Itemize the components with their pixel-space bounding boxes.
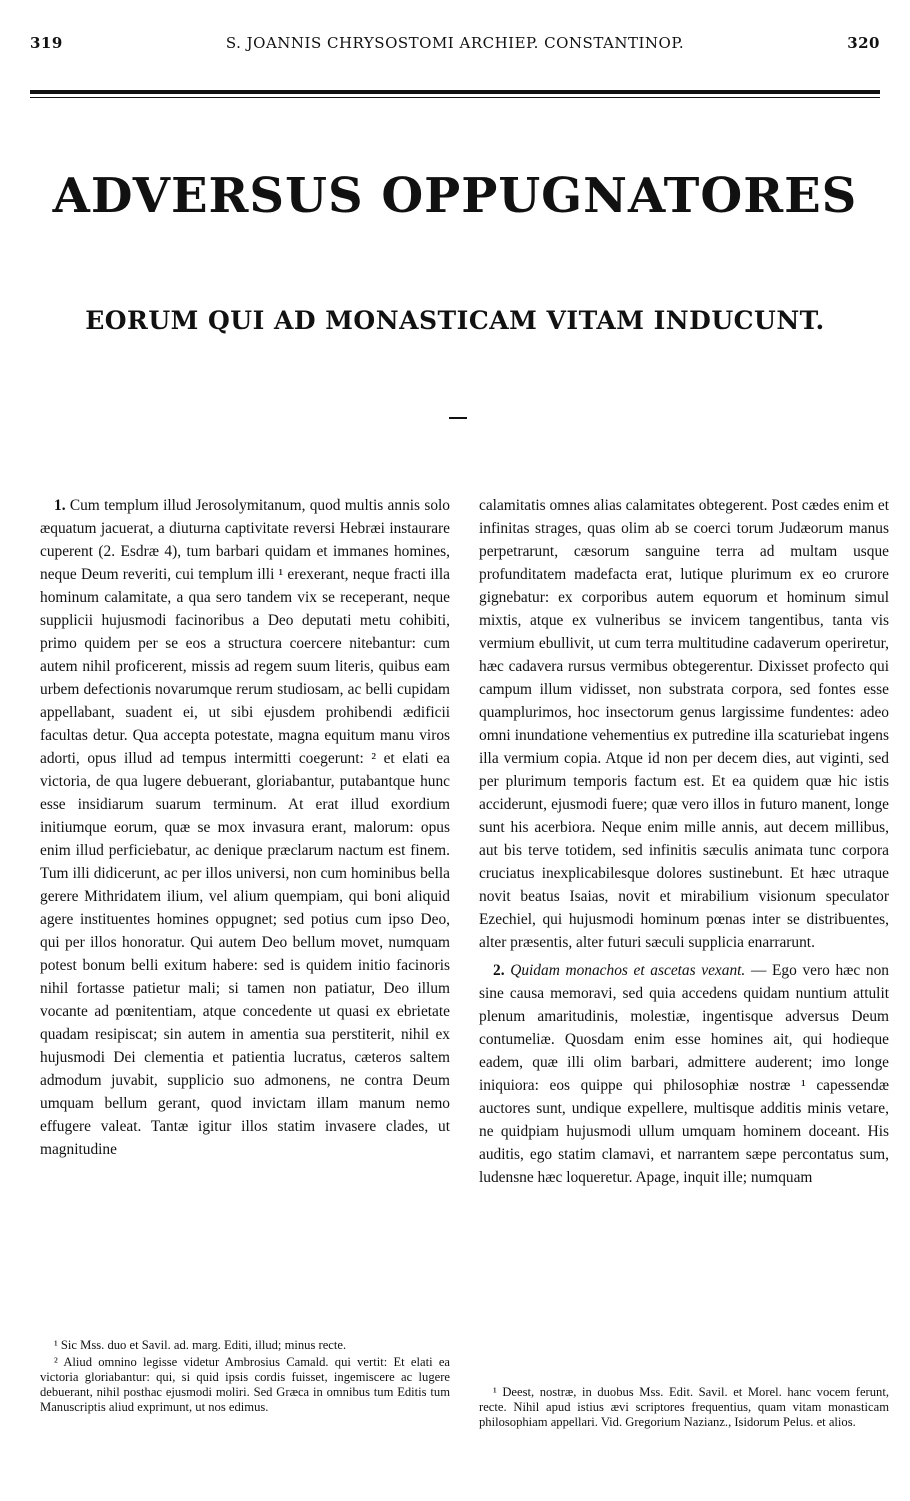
em-dash: —	[750, 962, 767, 979]
paragraph-2	[479, 959, 889, 1189]
running-header	[30, 34, 880, 58]
header-rule-thick	[30, 90, 880, 94]
paragraph-number: 1.	[54, 497, 66, 514]
page-number-right: 320	[847, 34, 880, 52]
running-title: S. JOANNIS CHRYSOSTOMI ARCHIEP. CONSTANTINOP.	[225, 34, 685, 52]
paragraph-1	[40, 494, 450, 1161]
footnote: ¹ Sic Mss. duo et Savil. ad. marg. Editi, illud; minus recte.	[54, 1338, 347, 1352]
ornamental-dash	[449, 417, 467, 419]
footnotes-left	[40, 1338, 450, 1417]
paragraph-text-part: calamitatis omnes alias calamitates obtegerent. Post cædes enim et infinitas strages, quas olim ab se coerci torum Judæorum manus perpetrarunt, cæsorum sanguine terra ad multam usque profunditatem madefacta erat, lutique plurimum ex eo crurore gignebatur: ex corporibus autem equorum et hominum simul mixtis, atque ex vulneribus se invicem tangentibus, tanta vis vermium ebullivit, ut cum terra multitudine cadaverum operiretur, hæc cadavera rursus vermibus obtegerentur. Dixisset profecto qui campum illum vidisset, non substrata corpora, sed fontes esse quamplurimos, hoc insectorum genus largissime fundentes: adeo omni inundatione vehementius ex putredine illa scaturiebat ingens illa vermium copia. Atque id non per decem dies, aut viginti, sed per plurimum temporis factum est. Et ea quidem quæ hic istis acciderunt, ejusmodi fuere; quæ vero illos in futuro manent, longe sunt his acerbiora. Neque enim mille annis, aut decem millibus, aut bis terve totidem, sed infinitis sæculis animata tunc corpora cruciatus inexplicabilesque dolores sustinebunt. Et hæc utraque novit beatus Isaias, novit et mirabilium visionum speculator Ezechiel, qui hujusmodi hominum pœnas inter se distribuentes, alter præsentis, alter futuri sæculi supplicia enarrarunt.	[479, 497, 889, 951]
work-subtitle: EORUM QUI AD MONASTICAM VITAM INDUCUNT.	[85, 306, 825, 335]
paragraph-text: Ego vero hæc non sine causa memoravi, sed quia accedens quidam nuntium attulit plenum amaritudinis, molestiæ, ingentisque adversus Deum contumeliæ. Quosdam enim esse homines ait, qui hodieque eadem, quæ illi olim barbari, admittere auderent; imo longe iniquiora: eos quippe qui philosophiæ nostræ ¹ capessendæ auctores sunt, undique expellere, multisque additis minis vetare, ne quidpiam hujusmodi ullum umquam hominem doceant. His auditis, ego statim clamavi, et narrantem sæpe percontatus sum, ludensne hæc loqueretur. Apage, inquit ille; numquam	[479, 962, 890, 1186]
footnote: ¹ Deest, nostræ, in duobus Mss. Edit. Savil. et Morel. hanc vocem ferunt, recte. Nihil apud istius ævi scriptores frequentius, quam vitam monasticam philosophiam appellari. Vid. Gregorium Nazianz., Isidorum Pelus. et alios.	[479, 1385, 889, 1429]
footnote: ² Aliud omnino legisse videtur Ambrosius Camald. qui vertit: Et elati ea victoria gloriabantur: qui, si quid ipsis cordis fuisset, ingemiscere ac lugere debuerant, nihil posthac ejusmodi moliri. Sed Græca in omnibus tum Editis tum Manuscriptis aliud exprimunt, ut nos edimus.	[40, 1355, 450, 1414]
section-heading: Quidam monachos et ascetas vexant.	[510, 962, 746, 979]
page-number-left: 319	[30, 34, 63, 52]
header-rule-thin	[30, 97, 880, 98]
text-column-left	[40, 494, 450, 1166]
paragraph-number: 2.	[493, 962, 505, 979]
text-column-right	[479, 494, 889, 1194]
paragraph-1-continued	[479, 494, 889, 954]
work-title: ADVERSUS OPPUGNATORES	[52, 168, 858, 224]
footnotes-right	[479, 1385, 889, 1432]
paragraph-text-part: Cum templum illud Jerosolymitanum, quod multis annis solo æquatum jacuerat, a diuturna captivitate reversi Hebræi instaurare cuperent (2. Esdræ 4), tum barbari quidam et immanes homines, neque Deum reveriti, cui templum illi ¹ erexerant, neque fracti illa hominum calamitate, a qua sero tandem vix se receperant, neque supplicii hujusmodi facinoribus a Deo deputati metu cohibiti, primo quidem per se eos a structura coercere nitebantur: cum autem nihil proficerent, missis ad regem suum literis, quibus eam urbem defectionis novarumque rerum studiosam, ac belli cupidam appellabant, suadent ei, ut sibi ejusdem prohibendi ædificii facultas detur. Qua accepta potestate, magna equitum manu viros adorti, opus illud ad tempus intermitti coegerunt: ² et elati ea victoria, de qua lugere debuerant, gloriabantur, putabantque hunc esse insidiarum suarum terminum. At erat illud exordium initiumque eorum, quæ se mox invasura erant, malorum: opus enim illud perficiebatur, ac denique præclarum nactum est finem. Tum illi didicerunt, ac per illos universi, non cum hominibus bella gerere Mithridatem ilium, vel alium quempiam, qui boni aliquid agere instituentes homines oppugnet; sed potius cum ipso Deo, qui per illos honoratur. Qui autem Deo bellum movet, numquam potest bonum belli exitum habere: sed is quidem initio facinoris nihil fortasse patietur mali; si tamen non patiatur, Deo illum vocante ad pœnitentiam, atque concedente ut quasi ex ebrietate quadam resipiscat; sin autem in amentia sua perstiterit, nihil ex hujusmodi Dei clementia et patientia lucratus, cæteros saltem admodum juvabit, supplicio suo admonens, ne contra Deum umquam bellum gerant, quod invictam illam manum nemo effugere valeat. Tantæ igitur illos statim invasere clades, ut magnitudine	[40, 497, 450, 1158]
